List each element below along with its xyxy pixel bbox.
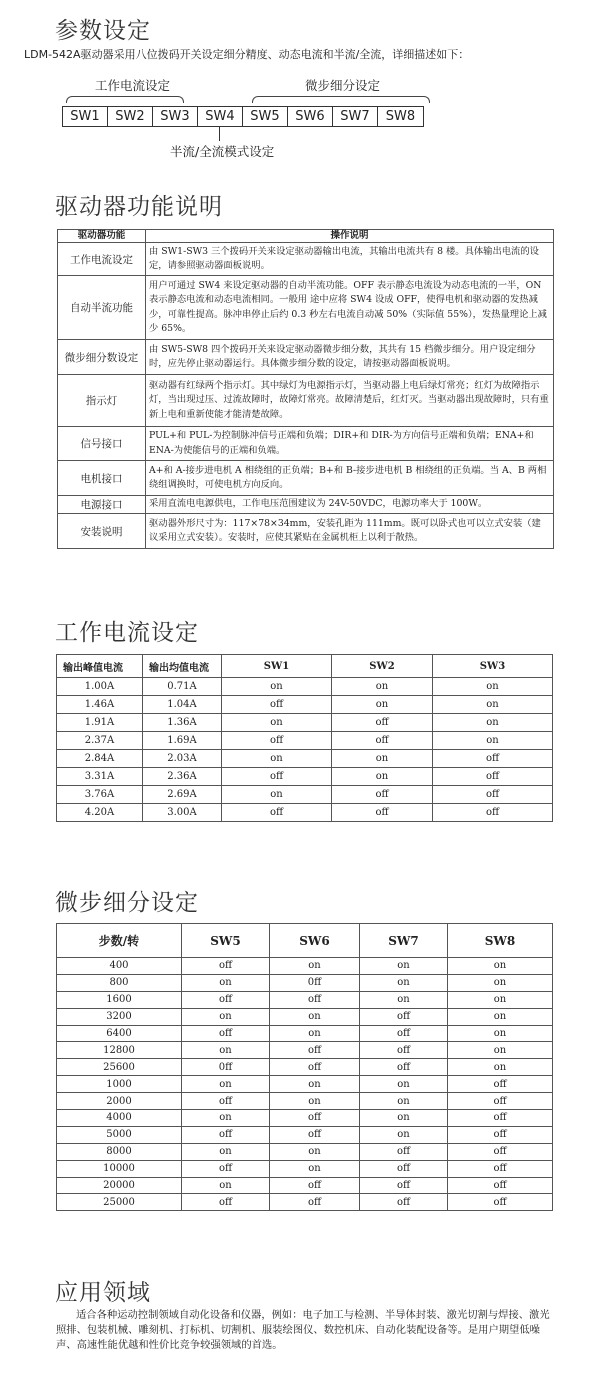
steps-header: 步数/转 <box>57 924 182 958</box>
table-cell: 1600 <box>57 991 182 1008</box>
table-cell: on <box>270 1025 360 1042</box>
table-row <box>57 804 553 822</box>
table-cell: off <box>182 1160 270 1177</box>
function-desc: 采用直流电电源供电，工作电压范围建议为 24V-50VDC，电源功率大于 100W。 <box>146 496 554 514</box>
table-cell: off <box>182 991 270 1008</box>
table-cell: 4000 <box>57 1110 182 1127</box>
sw6-header: SW6 <box>270 924 360 958</box>
microstep-group-brace <box>252 96 430 103</box>
table-cell: on <box>360 1076 448 1093</box>
table-cell: off <box>222 696 332 714</box>
table-cell: off <box>448 1126 553 1143</box>
table-cell: on <box>270 958 360 975</box>
table-cell: 3.31A <box>57 768 143 786</box>
table-cell: on <box>433 696 553 714</box>
section-title-applications: 应用领域 <box>55 1280 151 1306</box>
table-cell: on <box>448 1042 553 1059</box>
table-cell: on <box>182 1177 270 1194</box>
table-row <box>57 1025 553 1042</box>
table-cell: on <box>448 1059 553 1076</box>
table-cell: off <box>270 1059 360 1076</box>
section-title-functions: 驱动器功能说明 <box>55 194 223 220</box>
function-name: 电源接口 <box>58 496 146 514</box>
table-row <box>57 1008 553 1025</box>
table-row <box>57 1042 553 1059</box>
table-cell: off <box>360 1194 448 1211</box>
table-cell: 0ff <box>270 974 360 991</box>
table-cell: off <box>270 991 360 1008</box>
dip-switch-cell: SW6 <box>288 107 333 126</box>
function-desc: 用户可通过 SW4 来设定驱动器的自动半流功能。OFF 表示静态电流设为动态电流的一半，ON 表示静态电流和动态电流相同。一般用 途中应将 SW4 设成 OFF，使得电机和驱动器的发热减少，可靠性提高。脉冲串停止后约 0.3 秒左右电流自动减 50%（实际值 55%），发热量理论上减少 65%。 <box>146 276 554 340</box>
table-row <box>57 1059 553 1076</box>
table-cell: on <box>332 768 433 786</box>
function-name: 工作电流设定 <box>58 243 146 276</box>
table-cell: on <box>448 1025 553 1042</box>
table-cell: on <box>270 1160 360 1177</box>
table-cell: off <box>182 958 270 975</box>
table-cell: on <box>182 1076 270 1093</box>
sw5-header: SW5 <box>182 924 270 958</box>
table-cell: off <box>448 1076 553 1093</box>
table-cell: off <box>360 1059 448 1076</box>
intro-text: LDM-542A驱动器采用八位拨码开关设定细分精度、动态电流和半流/全流，详细描述如下： <box>24 48 470 61</box>
peak-current-header: 输出峰值电流 <box>57 655 143 678</box>
table-row <box>57 1194 553 1211</box>
table-cell: 25600 <box>57 1059 182 1076</box>
table-cell: on <box>222 714 332 732</box>
table-cell: 2.84A <box>57 750 143 768</box>
function-name: 微步细分数设定 <box>58 340 146 375</box>
table-cell: on <box>360 1110 448 1127</box>
table-cell: on <box>433 732 553 750</box>
table-cell: on <box>182 1008 270 1025</box>
table-cell: off <box>448 1143 553 1160</box>
table-cell: 12800 <box>57 1042 182 1059</box>
table-cell: on <box>270 1093 360 1110</box>
sw7-header: SW7 <box>360 924 448 958</box>
section-title-microstep: 微步细分设定 <box>55 890 199 916</box>
table-cell: 1.69A <box>143 732 222 750</box>
table-cell: off <box>360 1025 448 1042</box>
table-cell: 2.03A <box>143 750 222 768</box>
sw8-header: SW8 <box>448 924 553 958</box>
table-row <box>57 750 553 768</box>
table-cell: 5000 <box>57 1126 182 1143</box>
table-cell: off <box>270 1126 360 1143</box>
table-cell: on <box>222 678 332 696</box>
table-cell: 3200 <box>57 1008 182 1025</box>
table-cell: 2000 <box>57 1093 182 1110</box>
table-cell: 400 <box>57 958 182 975</box>
table-cell: off <box>332 786 433 804</box>
table-cell: on <box>332 696 433 714</box>
table-cell: on <box>360 1126 448 1143</box>
current-group-label: 工作电流设定 <box>95 78 171 93</box>
table-cell: off <box>332 732 433 750</box>
table-cell: 25000 <box>57 1194 182 1211</box>
applications-body: 适合各种运动控制领域自动化设备和仪器，例如：电子加工与检测、半导体封装、激光切割与焊接、激光照排、包装机械、雕刻机、打标机、切割机、服装绘图仪、数控机床、自动化装配设备等。是用户期望低噪声、高速性能优越和性价比竞争较强领域的首选。 <box>56 1309 550 1351</box>
sw1-header: SW1 <box>222 655 332 678</box>
table-cell: 3.76A <box>57 786 143 804</box>
function-name: 指示灯 <box>58 375 146 427</box>
table-cell: 800 <box>57 974 182 991</box>
table-cell: off <box>270 1177 360 1194</box>
table-cell: off <box>270 1194 360 1211</box>
function-desc: 由 SW1-SW3 三个拨码开关来设定驱动器输出电流，其输出电流共有 8 楼。具体输出电流的设定，请参照驱动器面板说明。 <box>146 243 554 276</box>
table-cell: on <box>360 958 448 975</box>
table-cell: on <box>182 1042 270 1059</box>
table-row <box>57 732 553 750</box>
table-cell: on <box>222 786 332 804</box>
dip-switch-cell: SW3 <box>153 107 198 126</box>
section-title-params: 参数设定 <box>55 18 151 44</box>
table-cell: 8000 <box>57 1143 182 1160</box>
table-cell: off <box>332 714 433 732</box>
applications-text <box>56 1308 556 1353</box>
table-cell: off <box>360 1143 448 1160</box>
table-cell: off <box>433 804 553 822</box>
table-cell: on <box>182 974 270 991</box>
table-cell: 1.04A <box>143 696 222 714</box>
microstep-group-label: 微步细分设定 <box>305 78 381 93</box>
table-cell: off <box>360 1160 448 1177</box>
table-cell: 20000 <box>57 1177 182 1194</box>
function-desc: A+和 A-接步进电机 A 相绕组的正负端；B+和 B-接步进电机 B 相绕组的正负端。当 A、B 两相绕组调换时，可使电机方向反向。 <box>146 461 554 496</box>
table-cell: off <box>448 1177 553 1194</box>
table-cell: off <box>182 1025 270 1042</box>
table-cell: off <box>182 1194 270 1211</box>
table-cell: 0ff <box>182 1059 270 1076</box>
dip-switch-cell: SW2 <box>108 107 153 126</box>
function-name: 自动半流功能 <box>58 276 146 340</box>
table-row <box>57 678 553 696</box>
table-cell: off <box>360 1008 448 1025</box>
table-cell: on <box>270 1143 360 1160</box>
table-cell: on <box>360 991 448 1008</box>
function-name: 信号接口 <box>58 427 146 461</box>
table-cell: 1.36A <box>143 714 222 732</box>
table-cell: off <box>270 1042 360 1059</box>
table-row <box>57 958 553 975</box>
microstep-table <box>56 923 553 1211</box>
table-cell: off <box>222 732 332 750</box>
table-cell: off <box>360 1042 448 1059</box>
table-cell: on <box>448 974 553 991</box>
table-cell: on <box>270 1076 360 1093</box>
table-row <box>57 1110 553 1127</box>
table-cell: off <box>332 804 433 822</box>
function-desc: PUL+和 PUL-为控制脉冲信号正端和负端；DIR+和 DIR-为方向信号正端和负端；ENA+和 ENA-为使能信号的正端和负端。 <box>146 427 554 461</box>
function-desc: 由 SW5-SW8 四个拨码开关来设定驱动器微步细分数，其共有 15 档微步细分。用户设定细分时，应先停止驱动器运行。具体微步细分数的设定，请按驱动器面板说明。 <box>146 340 554 375</box>
table-row <box>57 991 553 1008</box>
table-cell: on <box>360 1093 448 1110</box>
description-header: 操作说明 <box>146 230 554 243</box>
section-title-current: 工作电流设定 <box>55 620 199 646</box>
function-table <box>57 229 554 549</box>
table-cell: on <box>332 678 433 696</box>
table-cell: 4.20A <box>57 804 143 822</box>
table-cell: 3.00A <box>143 804 222 822</box>
dip-switch-cell: SW7 <box>333 107 378 126</box>
dip-switch-cell: SW4 <box>198 107 243 126</box>
table-cell: 0.71A <box>143 678 222 696</box>
table-cell: off <box>182 1093 270 1110</box>
table-row <box>57 768 553 786</box>
table-cell: off <box>433 786 553 804</box>
table-cell: on <box>270 1008 360 1025</box>
table-cell: 1.00A <box>57 678 143 696</box>
table-row <box>57 1126 553 1143</box>
table-cell: on <box>433 678 553 696</box>
table-row <box>57 786 553 804</box>
function-name: 安装说明 <box>58 514 146 549</box>
table-row <box>57 1177 553 1194</box>
table-row <box>57 974 553 991</box>
table-cell: off <box>433 750 553 768</box>
table-cell: off <box>433 768 553 786</box>
table-cell: 2.37A <box>57 732 143 750</box>
table-cell: on <box>448 1008 553 1025</box>
dip-switch-cell: SW8 <box>385 109 416 124</box>
table-row <box>57 1093 553 1110</box>
dip-switch-cell: SW5 <box>243 107 288 126</box>
table-cell: on <box>448 958 553 975</box>
table-cell: off <box>222 804 332 822</box>
table-cell: on <box>182 1110 270 1127</box>
table-row <box>57 1076 553 1093</box>
dip-switch-cell: SW1 <box>63 107 108 126</box>
table-cell: 1.91A <box>57 714 143 732</box>
sw3-header: SW3 <box>433 655 553 678</box>
half-full-label: 半流/全流模式设定 <box>170 144 275 159</box>
table-cell: off <box>448 1093 553 1110</box>
table-cell: on <box>360 974 448 991</box>
table-cell: on <box>448 991 553 1008</box>
table-row <box>57 1143 553 1160</box>
function-desc: 驱动器有红绿两个指示灯。其中绿灯为电源指示灯，当驱动器上电后绿灯常亮；红灯为故障指示灯，当出现过压、过流故障时，故障灯常亮。故障清楚后，红灯灭。当驱动器出现故障时，只有重新上电和重新使能才能清楚故障。 <box>146 375 554 427</box>
table-row <box>57 696 553 714</box>
table-row <box>57 714 553 732</box>
function-header: 驱动器功能 <box>58 230 146 243</box>
table-row <box>57 1160 553 1177</box>
table-cell: off <box>448 1110 553 1127</box>
table-cell: 2.69A <box>143 786 222 804</box>
table-cell: off <box>222 768 332 786</box>
table-cell: off <box>182 1126 270 1143</box>
table-cell: on <box>332 750 433 768</box>
function-name: 电机接口 <box>58 461 146 496</box>
sw2-header: SW2 <box>332 655 433 678</box>
sw4-pointer-line <box>219 127 220 141</box>
table-cell: on <box>182 1143 270 1160</box>
table-cell: 2.36A <box>143 768 222 786</box>
dip-switch-row <box>62 106 424 127</box>
table-cell: 10000 <box>57 1160 182 1177</box>
table-cell: off <box>448 1160 553 1177</box>
table-cell: 1000 <box>57 1076 182 1093</box>
table-cell: 1.46A <box>57 696 143 714</box>
table-cell: 6400 <box>57 1025 182 1042</box>
table-cell: off <box>270 1110 360 1127</box>
function-desc: 驱动器外形尺寸为：117×78×34mm，安装孔距为 111mm。既可以卧式也可以立式安装（建议采用立式安装）。安装时，应使其紧贴在金属机柜上以利于散热。 <box>146 514 554 549</box>
table-cell: on <box>222 750 332 768</box>
current-group-brace <box>66 96 184 103</box>
table-cell: on <box>433 714 553 732</box>
avg-current-header: 输出均值电流 <box>143 655 222 678</box>
table-cell: off <box>360 1177 448 1194</box>
table-cell: off <box>448 1194 553 1211</box>
current-table <box>56 654 553 822</box>
